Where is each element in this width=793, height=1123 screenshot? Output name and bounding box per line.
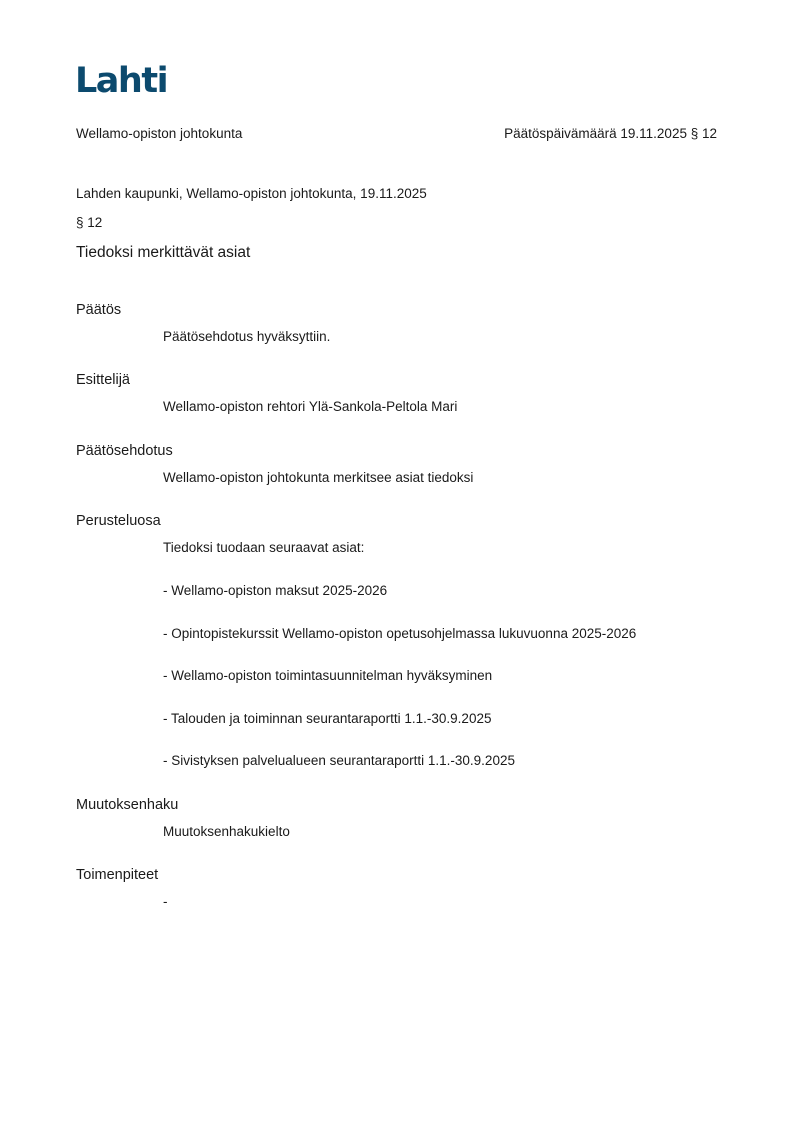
- lahti-logo: [75, 61, 168, 101]
- header-body-name: Wellamo-opiston johtokunta: [76, 126, 243, 141]
- heading-toimenpiteet: Toimenpiteet: [76, 867, 159, 883]
- section-number: § 12: [76, 215, 103, 230]
- list-item: - Opintopistekurssit Wellamo-opiston opetusohjelmassa lukuvuonna 2025-2026: [163, 626, 637, 641]
- document-title: Tiedoksi merkittävät asiat: [76, 244, 251, 261]
- list-item: - Talouden ja toiminnan seurantaraportti 1.1.-30.9.2025: [163, 711, 492, 726]
- text-toimenpiteet: -: [163, 894, 168, 909]
- text-paatosehdotus: Wellamo-opiston johtokunta merkitsee asiat tiedoksi: [163, 470, 474, 485]
- heading-muutoksenhaku: Muutoksenhaku: [76, 797, 179, 813]
- heading-perusteluosa: Perusteluosa: [76, 513, 161, 529]
- heading-paatosehdotus: Päätösehdotus: [76, 443, 173, 459]
- heading-esittelija: Esittelijä: [76, 372, 130, 388]
- list-item: - Wellamo-opiston maksut 2025-2026: [163, 583, 388, 598]
- heading-paatos: Päätös: [76, 302, 122, 318]
- meta-line: Lahden kaupunki, Wellamo-opiston johtokunta, 19.11.2025: [76, 186, 427, 201]
- list-item: - Sivistyksen palvelualueen seurantaraportti 1.1.-30.9.2025: [163, 753, 515, 768]
- text-muutoksenhaku: Muutoksenhakukielto: [163, 824, 290, 839]
- logo-text: Lahti: [75, 61, 168, 101]
- text-esittelija: Wellamo-opiston rehtori Ylä-Sankola-Peltola Mari: [163, 399, 458, 414]
- list-item: - Wellamo-opiston toimintasuunnitelman hyväksyminen: [163, 668, 493, 683]
- text-paatos: Päätösehdotus hyväksyttiin.: [163, 329, 331, 344]
- header-decision-date: Päätöspäivämäärä 19.11.2025 § 12: [504, 126, 717, 141]
- text-perusteluosa-intro: Tiedoksi tuodaan seuraavat asiat:: [163, 540, 365, 555]
